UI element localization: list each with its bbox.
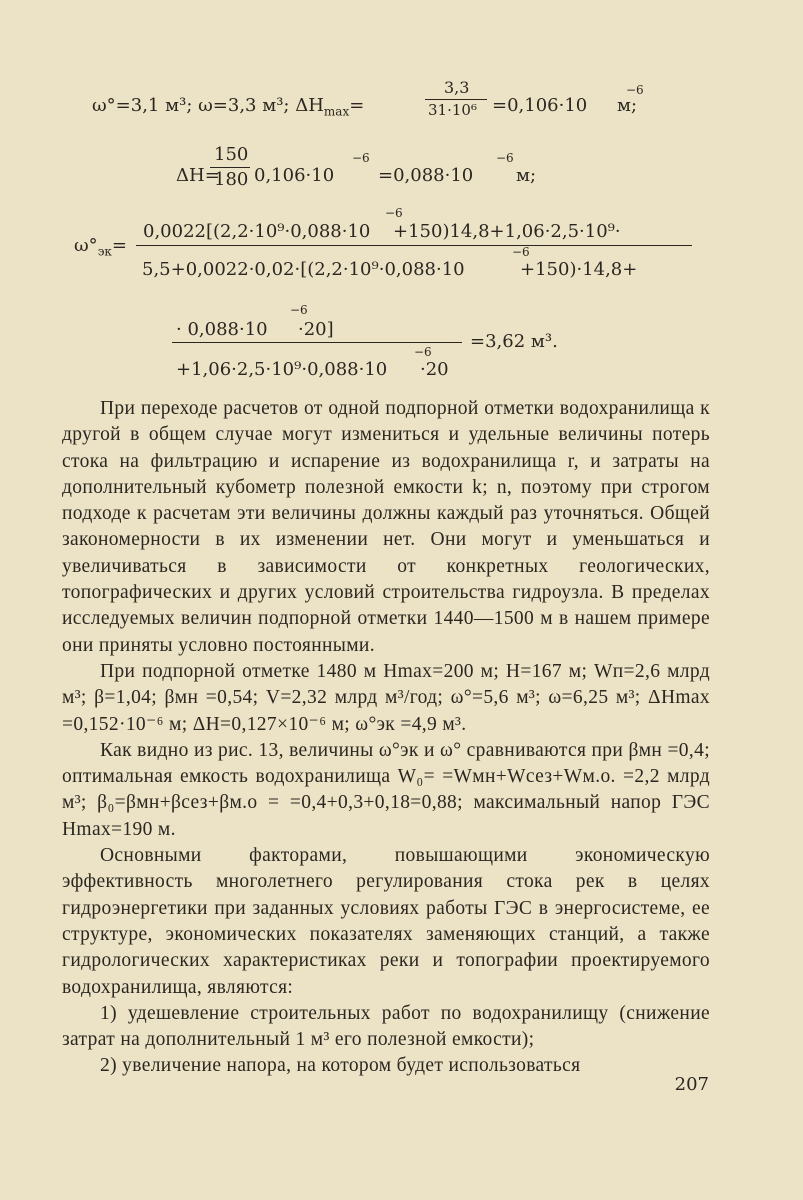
formula-2-exp-1: −6 [352,151,370,165]
formula-3-frac-bar [136,245,692,246]
formula-2-left: ΔH= [176,165,220,186]
formula-4-num: · 0,088·10 [176,319,268,340]
formula-2-frac-den: 180 [214,169,249,190]
formula-4-exp-d: −6 [414,345,432,359]
formula-3-lhs [74,236,127,262]
formula-2-mid: 0,106·10 [254,165,335,186]
paragraph-3: Как видно из рис. 13, величины ω°эк и ω° сравниваются при βмн =0,4; оптимальная емкость водохранилища W₀= =Wмн+Wсез+Wм.о. =2,2 млрд м³; β₀=βмн+βсез+βм.о = =0,4+0,3+0,18=0,88; максимальный напор ГЭС Hmax=190 м. [62,739,710,840]
formula-2-frac-bar [210,167,250,168]
formula-4-exp-c: −6 [290,303,308,317]
paragraph-1: При переходе расчетов от одной подпорной отметки водохранилища к другой в общем случае могут измениться и удельные величины потерь стока на фильтрацию и испарение из водохранилища r, и затраты на дополнительный кубометр полезной емкости k; n, поэтому при строгом подходе к расчетам эти величины должны каждый раз уточняться. Общей закономерности в их изменении нет. Они могут и уменьшаться и увеличиваться в зависимости от конкретных геологических, топографических и других условий строительства гидроузла. В пределах исследуемых величин подпорной отметки 1440—1500 м в нашем примере они приняты условно постоянными. [62,398,710,656]
paragraph-2: При подпорной отметке 1480 м Hmax=200 м; H=167 м; Wп=2,6 млрд м³; β=1,04; βмн =0,54; V=2,32 млрд м³/год; ω°=5,6 м³; ω=6,25 м³; ΔHmax =0,152·10⁻⁶ м; ΔH=0,127×10⁻⁶ м; ω°эк =4,9 м³. [62,660,710,735]
formula-3-num-a: 0,0022[(2,2·10⁹·0,088·10 [143,221,371,242]
formula-1-exp: −6 [626,83,644,97]
paragraph-4: Основными факторами, повышающими экономическую эффективность многолетнего регулирования стока рек в целях гидроэнергетики при заданных условиях работы ГЭС в энергосистеме, ее структуре, экономических показателях заменяющих станций, а также гидрологических характеристиках реки и топографии проектируемого водохранилища, являются: [62,845,710,998]
formula-2-unit: м; [516,165,537,186]
list-item-2: 2) увеличение напора, на котором будет использоваться [100,1055,581,1077]
formula-4-result: =3,62 м³. [470,331,558,352]
formula-1-sub: max [323,104,350,119]
body-text [62,396,710,1080]
list-item-1: 1) удешевление строительных работ по водохранилищу (снижение затрат на дополнительный 1 м³ его полезной емкости); [62,1002,710,1051]
formula-3-sub: эк [97,244,112,259]
formula-1-left: ω°=3,1 м³; ω=3,3 м³; ΔH [92,95,324,116]
page-number: 207 [674,1074,709,1095]
formula-1-right: =0,106·10 [492,95,588,116]
formula-4-den-end: ·20 [420,359,449,380]
formula-2-exp-2: −6 [496,151,514,165]
formula-3-den-a: 5,5+0,0022·0,02·[(2,2·10⁹·0,088·10 [142,259,465,280]
formula-3-exp-a: −6 [385,206,403,220]
formula-1-frac-den: 31·10⁶ [428,101,477,119]
formula-2-eq: =0,088·10 [378,165,474,186]
formula-3-eq: = [111,235,128,256]
formula-4-den: +1,06·2,5·10⁹·0,088·10 [176,359,388,380]
formula-3-exp-b: −6 [512,245,530,259]
formula-line-1 [92,96,364,122]
formula-3-num-b: +150)14,8+1,06·2,5·10⁹· [393,221,621,242]
formula-2-frac-num: 150 [214,144,249,165]
formula-3-omega: ω° [74,235,98,256]
formula-1-eq: = [349,95,365,116]
formula-1-frac-num: 3,3 [444,78,470,97]
formula-4-num-end: ·20] [298,319,334,340]
formula-3-den-b: +150)·14,8+ [520,259,638,280]
formula-1-unit: м; [617,95,638,116]
